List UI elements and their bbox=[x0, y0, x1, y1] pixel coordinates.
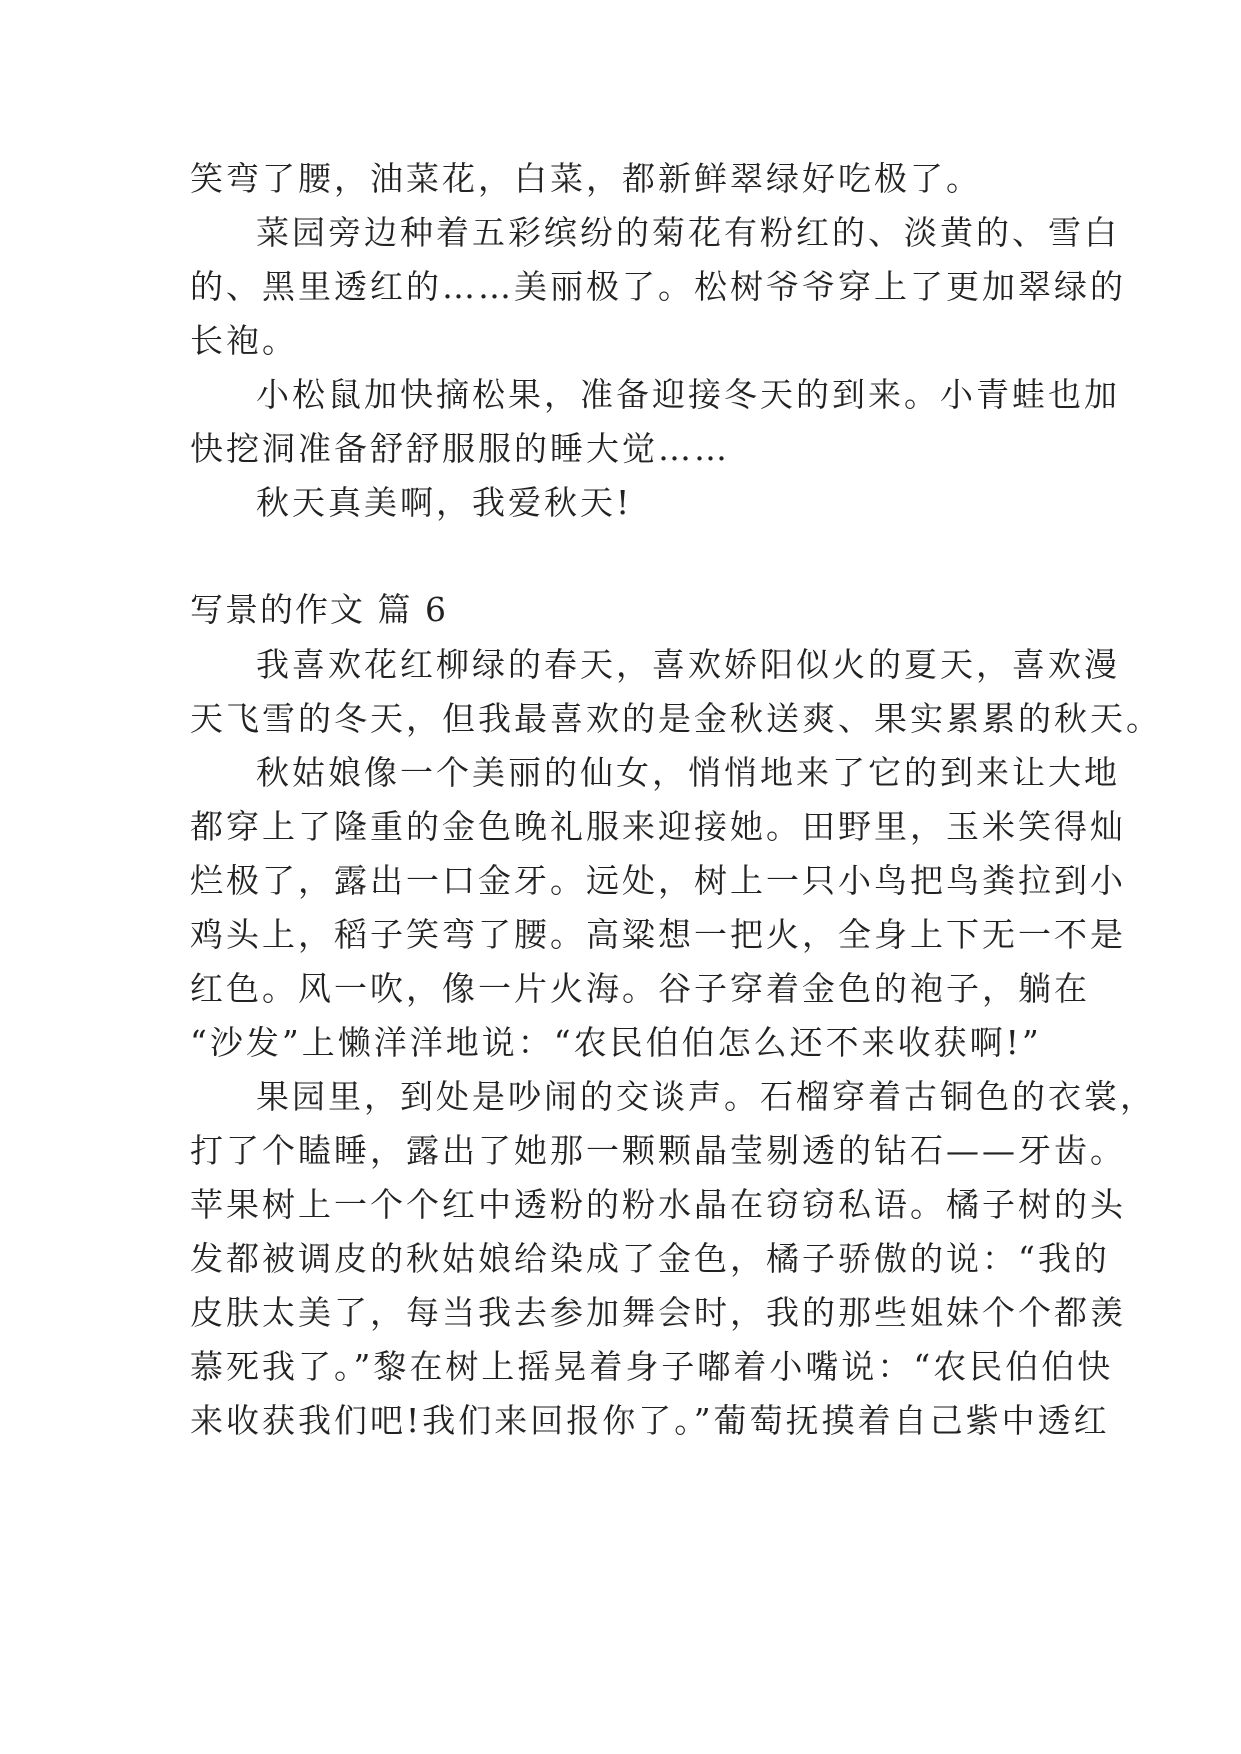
paragraph-line: 打了个瞌睡，露出了她那一颗颗晶莹剔透的钻石——牙齿。 bbox=[190, 1131, 1126, 1170]
paragraph-line: 秋天真美啊，我爱秋天! bbox=[256, 483, 633, 522]
paragraph-line: 果园里，到处是吵闹的交谈声。石榴穿着古铜色的衣裳， bbox=[256, 1077, 1156, 1116]
paragraph-line: 鸡头上，稻子笑弯了腰。高粱想一把火，全身上下无一不是 bbox=[190, 915, 1126, 954]
paragraph-line: 都穿上了隆重的金色晚礼服来迎接她。田野里，玉米笑得灿 bbox=[190, 807, 1126, 846]
paragraph-line: 小松鼠加快摘松果，准备迎接冬天的到来。小青蛙也加 bbox=[256, 375, 1120, 414]
paragraph-line: 慕死我了。”黎在树上摇晃着身子嘟着小嘴说：“农民伯伯快 bbox=[190, 1347, 1114, 1386]
section-heading: 写景的作文 篇 6 bbox=[190, 590, 448, 629]
paragraph-line: 笑弯了腰，油菜花，白菜，都新鲜翠绿好吃极了。 bbox=[190, 159, 982, 198]
paragraph-line: 红色。风一吹，像一片火海。谷子穿着金色的袍子，躺在 bbox=[190, 969, 1090, 1008]
paragraph-line: 菜园旁边种着五彩缤纷的菊花有粉红的、淡黄的、雪白 bbox=[256, 213, 1120, 252]
paragraph-line: 的、黑里透红的……美丽极了。松树爷爷穿上了更加翠绿的 bbox=[190, 267, 1126, 306]
paragraph-line: 秋姑娘像一个美丽的仙女，悄悄地来了它的到来让大地 bbox=[256, 753, 1120, 792]
paragraph-line: 烂极了，露出一口金牙。远处，树上一只小鸟把鸟粪拉到小 bbox=[190, 861, 1126, 900]
paragraph-line: 皮肤太美了，每当我去参加舞会时，我的那些姐妹个个都羡 bbox=[190, 1293, 1126, 1332]
paragraph-line: 苹果树上一个个红中透粉的粉水晶在窃窃私语。橘子树的头 bbox=[190, 1185, 1126, 1224]
paragraph-line: 我喜欢花红柳绿的春天，喜欢娇阳似火的夏天，喜欢漫 bbox=[256, 645, 1120, 684]
paragraph-line: 来收获我们吧!我们来回报你了。”葡萄抚摸着自己紫中透红 bbox=[190, 1401, 1110, 1440]
paragraph-line: “沙发”上懒洋洋地说：“农民伯伯怎么还不来收获啊!” bbox=[190, 1023, 1042, 1062]
paragraph-line: 长袍。 bbox=[190, 321, 298, 360]
paragraph-line: 快挖洞准备舒舒服服的睡大觉…… bbox=[190, 429, 730, 468]
paragraph-line: 发都被调皮的秋姑娘给染成了金色，橘子骄傲的说：“我的 bbox=[190, 1239, 1110, 1278]
paragraph-line: 天飞雪的冬天，但我最喜欢的是金秋送爽、果实累累的秋天。 bbox=[190, 699, 1162, 738]
